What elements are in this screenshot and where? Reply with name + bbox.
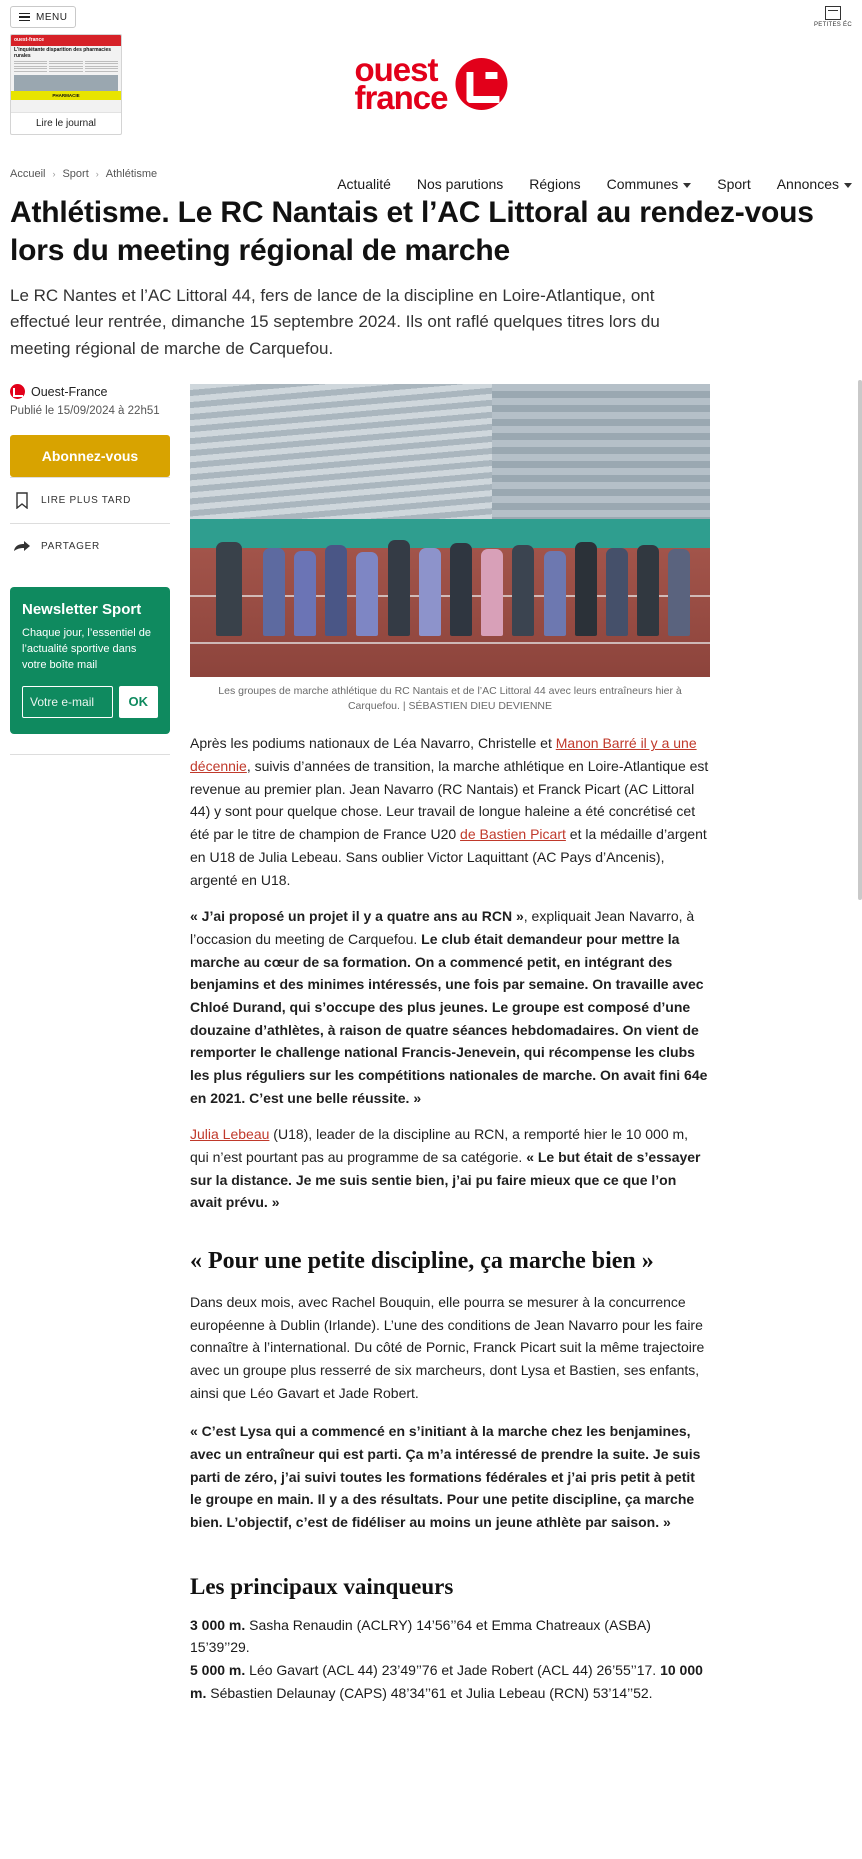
article-body-wrapper (0, 384, 862, 1704)
journal-cover-thumbnail (11, 35, 121, 113)
breadcrumb-item-athletisme[interactable]: Athlétisme (105, 168, 158, 180)
results-list (190, 1614, 710, 1705)
nav-item-nos-parutions[interactable] (417, 176, 503, 192)
publication-date: Publié le 15/09/2024 à 22h51 (10, 405, 160, 418)
nav-label: Sport (717, 176, 751, 192)
article-paragraph-4: Dans deux mois, avec Rachel Bouquin, elle pourra se mesurer à la concurrence européenne à Dublin (Irlande). L’une des conditions de Jean Navarro pour les faire connaître à l’international. Du côté de Pornic, Franck Picart suit la même trajectoire avec un groupe plus resserré de six marcheurs, dont Lysa et Bastien, ses enfants, ainsi que Léo Gavart et Jade Robert. (190, 1293, 705, 1401)
paragraph-3-quote: « Le but était de s’essayer sur la distance. Je me suis sentie bien, j’ai pu faire mieux que ce que l’on avait prévu. » (190, 1148, 701, 1211)
article-head (0, 194, 862, 362)
nav-item-regions[interactable] (529, 176, 580, 192)
result-distance: 10 000 m. (190, 1661, 703, 1701)
result-text: Sasha Renaudin (ACLRY) 14’56’’64 et Emma Chatreaux (ASBA) 15’39’’29. (190, 1616, 651, 1656)
page-scrollbar[interactable] (858, 380, 862, 900)
result-distance: 3 000 m. (190, 1616, 246, 1633)
read-later-label: LIRE PLUS TARD (41, 495, 132, 507)
chevron-down-icon (683, 183, 691, 188)
newsletter-email-input[interactable] (22, 686, 113, 718)
newsletter-description: Chaque jour, l’essentiel de l’actualité sportive dans votre boîte mail (22, 627, 152, 671)
winners-heading: Les principaux vainqueurs (190, 1573, 454, 1599)
newsletter-submit-button[interactable]: OK (119, 686, 159, 718)
article-figure (190, 384, 710, 714)
nav-label: Communes (606, 176, 679, 192)
nav-item-communes[interactable] (607, 176, 692, 192)
top-utility-bar (0, 0, 862, 34)
article-standfirst: Le RC Nantes et l’AC Littoral 44, fers de lance de la discipline en Loire-Atlantique, ont effectué leur rentrée, dimanche 15 septembre 2024. Ils ont raflé quelques titres lors du meeting régional de marche de Carquefou. (10, 286, 660, 358)
journal-thumb-logo: ouest-france (14, 37, 45, 43)
sidebar-divider (10, 754, 170, 755)
journal-thumb-headline: L'inquiétante disparition des pharmacies rurales (14, 47, 112, 59)
bookmark-icon (12, 491, 31, 510)
hamburger-icon (19, 13, 30, 22)
article-paragraph-2 (190, 905, 710, 1109)
nav-label: Actualité (337, 176, 391, 192)
read-later-button[interactable] (10, 477, 170, 523)
page-title: Athlétisme. Le RC Nantais et l’AC Littoral au rendez-vous lors du meeting régional de marche (10, 196, 814, 267)
paragraph-1-text-b: , suivis d’années de transition, la marche athlétique en Loire-Atlantique est revenue au premier plan. Jean Navarro (RC Nantais) et Franck Picart (AC Littoral 44) y sont pour quelque chose. Leur travail de longue haleine a été concrétisé cet été par le titre de champion de France U20 (190, 758, 709, 843)
journal-thumb-band: PHARMACIE (11, 91, 121, 100)
link-julia-lebeau[interactable]: Julia Lebeau (190, 1126, 270, 1143)
chevron-down-icon (844, 183, 852, 188)
article-sidebar (10, 384, 170, 1704)
breadcrumb-item-sport[interactable]: Sport (62, 168, 89, 180)
menu-button[interactable] (10, 6, 76, 28)
article-subheading: « Pour une petite discipline, ça marche bien » (190, 1247, 654, 1274)
main-navigation (337, 176, 852, 192)
nav-item-annonces[interactable] (777, 176, 852, 192)
share-label: PARTAGER (41, 541, 100, 553)
article-content (190, 384, 710, 1704)
nav-label: Régions (529, 176, 581, 192)
article-paragraph-3 (190, 1123, 710, 1214)
paragraph-1-text-a: Après les podiums nationaux de Léa Navarro, Christelle et (190, 735, 556, 752)
paragraph-1-text-c: et la médaille d’argent en U18 de Julia Lebeau. Sans oublier Victor Laquittant (AC Pays d’Ancenis), argenté en U18. (190, 826, 707, 888)
byline (10, 384, 170, 399)
journal-card-link-label[interactable]: Lire le journal (35, 118, 97, 129)
logo-line-2: france (354, 79, 448, 117)
logo-mark-icon (456, 58, 508, 110)
nav-item-actualite[interactable] (337, 176, 391, 192)
photo-subjects (190, 484, 710, 636)
newsletter-form (22, 686, 158, 718)
menu-button-label: MENU (36, 11, 68, 23)
result-text: Sébastien Delaunay (CAPS) 48’34’’61 et Julia Lebeau (RCN) 53’14’’52. (206, 1684, 653, 1701)
article-paragraph-5 (190, 1420, 710, 1533)
paragraph-2-quote: Le club était demandeur pour mettre la marche au cœur de sa formation. On a commencé petit, en intégrant des benjamins et des minimes intéressés, une fois par semaine. On travaille avec Chloé Durand, qui s’occupe des plus jeunes. Le groupe est composé d’une douzaine d’athlètes, à raison de quatre séances hebdomadaires. On vient de remporter le challenge national Francis-Jenevein, qui récompense les clubs les plus réguliers sur les compétitions nationales de marche. On avait fini 64e en 2021. C’est une belle réussite. » (190, 930, 708, 1106)
petites-annonces-link[interactable] (814, 6, 852, 28)
nav-label: Annonces (776, 176, 839, 192)
result-distance: 5 000 m. (190, 1661, 246, 1678)
paragraph-3-text: (U18), leader de la discipline au RCN, a remporté hier le 10 000 m, qui n’est pourtant pas au programme de sa catégorie. (190, 1126, 689, 1165)
breadcrumb-separator-icon: › (52, 169, 56, 179)
share-arrow-icon (12, 537, 31, 556)
article-photo (190, 384, 710, 677)
paragraph-2-lead: « J’ai proposé un projet il y a quatre ans au RCN » (190, 908, 524, 925)
breadcrumb-item-accueil[interactable]: Accueil (10, 168, 46, 180)
byline-author: Ouest-France (31, 384, 108, 399)
newsletter-title: Newsletter Sport (22, 601, 142, 619)
link-manon-barre[interactable]: Manon Barré il y a une décennie (190, 735, 697, 775)
paragraph-2-mid: , expliquait Jean Navarro, à l’occasion du meeting de Carquefou. (190, 908, 695, 947)
newsletter-signup (10, 587, 170, 734)
petites-annonces-label: PETITES ÉC (813, 22, 852, 28)
nav-label: Nos parutions (416, 176, 504, 192)
subscribe-button[interactable]: Abonnez-vous (10, 435, 170, 477)
journal-card[interactable] (10, 34, 122, 135)
link-bastien-picart[interactable]: de Bastien Picart (460, 826, 566, 843)
article-paragraph-1 (190, 732, 710, 891)
breadcrumb-separator-icon: › (95, 169, 99, 179)
nav-item-sport[interactable] (717, 176, 750, 192)
ouest-france-badge-icon (10, 384, 25, 399)
share-button[interactable] (10, 523, 170, 569)
logo-line-1: ouest (354, 51, 438, 88)
figure-caption: Les groupes de marche athlétique du RC Nantais et de l’AC Littoral 44 avec leurs entraîneurs hier à Carquefou. | SÉBASTIEN DIEU DEVIENNE (218, 685, 682, 713)
newspaper-icon (825, 6, 841, 20)
ouest-france-logo[interactable] (354, 51, 507, 117)
paragraph-5-quote: « C’est Lysa qui a commencé en s’initiant à la marche chez les benjamines, avec un entraîneur qui est parti. Ça m’a intéressé de prendre la suite. Je suis parti de zéro, j’ai suivi toutes les formations fédérales et j’ai pris petit à petit le groupe en main. Il y a des résultats. Pour une petite discipline, ça marche bien. L’objectif, c’est de fidéliser au moins un jeune athlète par saison. » (190, 1423, 701, 1530)
result-text: Léo Gavart (ACL 44) 23’49’’76 et Jade Robert (ACL 44) 26’55’’17. (245, 1661, 657, 1678)
